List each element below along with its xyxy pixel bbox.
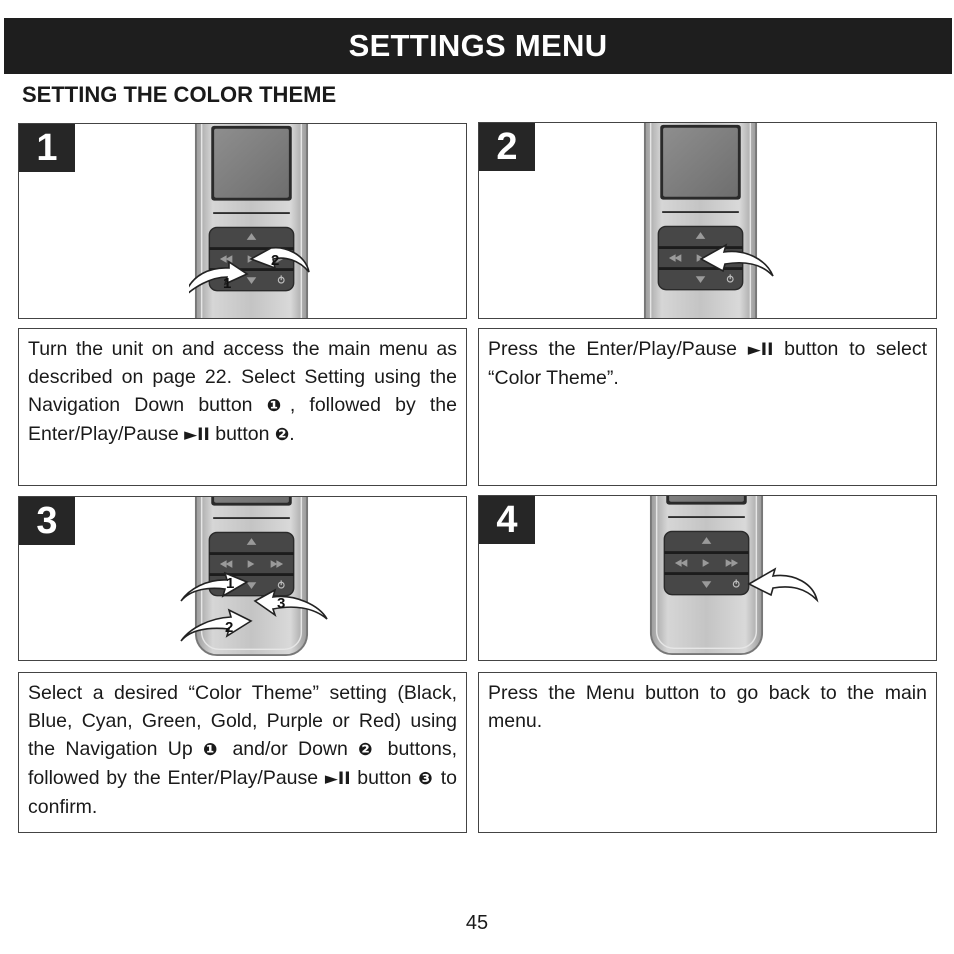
mp3-player-illustration: [169, 497, 349, 661]
step-4-panel: [478, 495, 937, 661]
play-pause-icon: ►II: [324, 769, 351, 789]
circled-1-icon: ❶: [266, 396, 290, 416]
step-4-number: 4: [479, 496, 535, 544]
page-title: SETTINGS MENU: [348, 28, 608, 63]
page-number: 45: [465, 912, 489, 934]
callout-label-2: 2: [271, 252, 280, 269]
step-3-number: 3: [19, 497, 75, 545]
step-3-panel: [18, 496, 467, 661]
page-header: [4, 18, 952, 74]
play-pause-icon: ►II: [184, 425, 210, 445]
circled-1-icon: ❶: [202, 740, 223, 760]
callout-label-2: 2: [225, 619, 234, 636]
step-4-description: Press the Menu button to go back to the main menu.: [478, 672, 937, 833]
step-1-panel: [18, 123, 467, 319]
callout-label-1: 1: [223, 275, 232, 292]
step-2-description: Press the Enter/Play/Pause ►II button to select “Color Theme”.: [478, 328, 937, 486]
step-3-description: Select a desired “Color Theme” setting (Black, Blue, Cyan, Green, Gold, Purple or Red) using the Navigation Up ❶ and/or Down ❷ buttons, followed by the Enter/Play/Pause ►II button ❸ to confirm.: [18, 672, 467, 833]
mp3-player-illustration: [641, 122, 791, 319]
mp3-player-illustration: [189, 123, 319, 319]
circled-2-icon: ❷: [274, 425, 290, 445]
step-1-description: Turn the unit on and access the main menu as described on page 22. Select Setting using the Navigation Down button ❶, followed by the Enter/Play/Pause ►II button ❷.: [18, 328, 467, 486]
mp3-player-illustration: [641, 496, 831, 661]
circled-3-icon: ❸: [418, 769, 434, 789]
callout-label-1: 1: [226, 575, 235, 592]
step-2-panel: [478, 122, 937, 319]
section-title: SETTING THE COLOR THEME: [22, 82, 337, 107]
circled-2-icon: ❷: [358, 740, 378, 760]
step-1-number: 1: [19, 124, 75, 172]
step-2-number: 2: [479, 123, 535, 171]
play-pause-icon: ►II: [747, 340, 774, 360]
callout-label-3: 3: [277, 595, 286, 612]
